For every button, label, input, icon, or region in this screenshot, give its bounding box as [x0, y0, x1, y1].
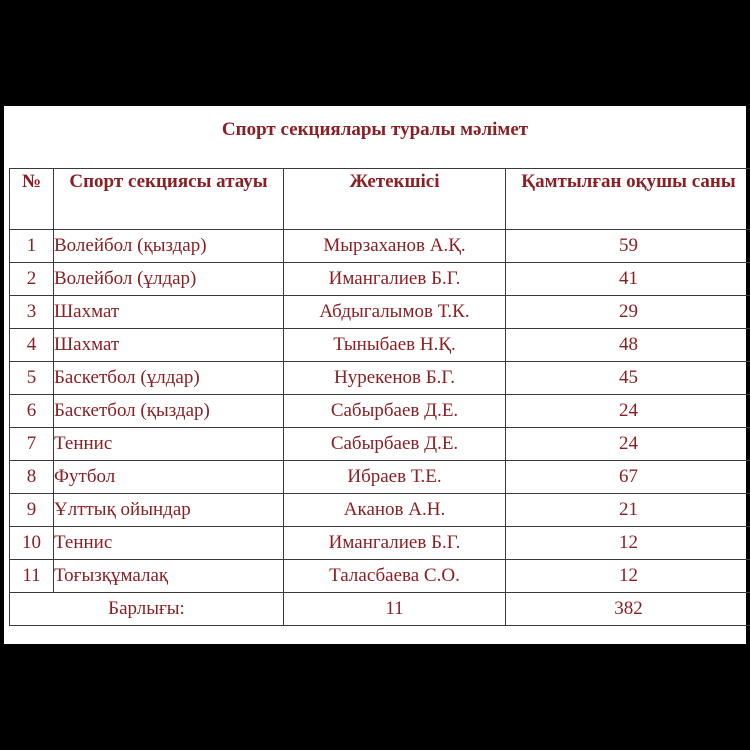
table-row: [10, 461, 750, 494]
row-number: 3: [10, 296, 54, 329]
row-section-name: Волейбол (қыздар): [54, 230, 284, 263]
total-row: [10, 593, 750, 626]
row-number: 10: [10, 527, 54, 560]
total-students: 382: [506, 593, 750, 626]
row-students: 45: [506, 362, 750, 395]
row-number: 5: [10, 362, 54, 395]
table-row: [10, 329, 750, 362]
row-students: 48: [506, 329, 750, 362]
row-number: 7: [10, 428, 54, 461]
row-section-name: Баскетбол (ұлдар): [54, 362, 284, 395]
table-row: [10, 428, 750, 461]
row-number: 2: [10, 263, 54, 296]
row-leader: Таласбаева С.О.: [284, 560, 506, 593]
row-leader: Сабырбаев Д.Е.: [284, 395, 506, 428]
row-students: 67: [506, 461, 750, 494]
table-row: [10, 362, 750, 395]
row-number: 1: [10, 230, 54, 263]
row-section-name: Теннис: [54, 428, 284, 461]
row-section-name: Шахмат: [54, 296, 284, 329]
row-students: 59: [506, 230, 750, 263]
row-number: 8: [10, 461, 54, 494]
row-section-name: Волейбол (ұлдар): [54, 263, 284, 296]
row-number: 4: [10, 329, 54, 362]
header-number: №: [10, 169, 54, 230]
row-students: 21: [506, 494, 750, 527]
row-leader: Тыныбаев Н.Қ.: [284, 329, 506, 362]
row-number: 6: [10, 395, 54, 428]
row-section-name: Шахмат: [54, 329, 284, 362]
row-section-name: Футбол: [54, 461, 284, 494]
total-label: Барлығы:: [10, 593, 284, 626]
row-students: 24: [506, 395, 750, 428]
row-section-name: Ұлттық ойындар: [54, 494, 284, 527]
table-row: [10, 230, 750, 263]
document-card: [4, 106, 746, 644]
row-leader: Абдыгалымов Т.К.: [284, 296, 506, 329]
row-leader: Нурекенов Б.Г.: [284, 362, 506, 395]
table-row: [10, 263, 750, 296]
row-students: 41: [506, 263, 750, 296]
row-number: 11: [10, 560, 54, 593]
row-students: 29: [506, 296, 750, 329]
document-title: Спорт секциялары туралы мәлімет: [221, 119, 529, 140]
header-students: Қамтылған оқушы саны: [506, 169, 750, 230]
table-row: [10, 296, 750, 329]
row-students: 12: [506, 527, 750, 560]
table-row: [10, 560, 750, 593]
table-row: [10, 395, 750, 428]
table-header-row: [10, 169, 750, 230]
row-section-name: Теннис: [54, 527, 284, 560]
sports-sections-table: [9, 168, 750, 626]
total-sections: 11: [284, 593, 506, 626]
table-row: [10, 527, 750, 560]
row-section-name: Баскетбол (қыздар): [54, 395, 284, 428]
row-leader: Ибраев Т.Е.: [284, 461, 506, 494]
header-leader: Жетекшісі: [284, 169, 506, 230]
table-row: [10, 494, 750, 527]
row-leader: Сабырбаев Д.Е.: [284, 428, 506, 461]
row-section-name: Тоғызқұмалақ: [54, 560, 284, 593]
row-students: 24: [506, 428, 750, 461]
row-leader: Имангалиев Б.Г.: [284, 527, 506, 560]
row-number: 9: [10, 494, 54, 527]
row-students: 12: [506, 560, 750, 593]
row-leader: Имангалиев Б.Г.: [284, 263, 506, 296]
row-leader: Аканов А.Н.: [284, 494, 506, 527]
row-leader: Мырзаханов А.Қ.: [284, 230, 506, 263]
header-section-name: Спорт секциясы атауы: [54, 169, 284, 230]
